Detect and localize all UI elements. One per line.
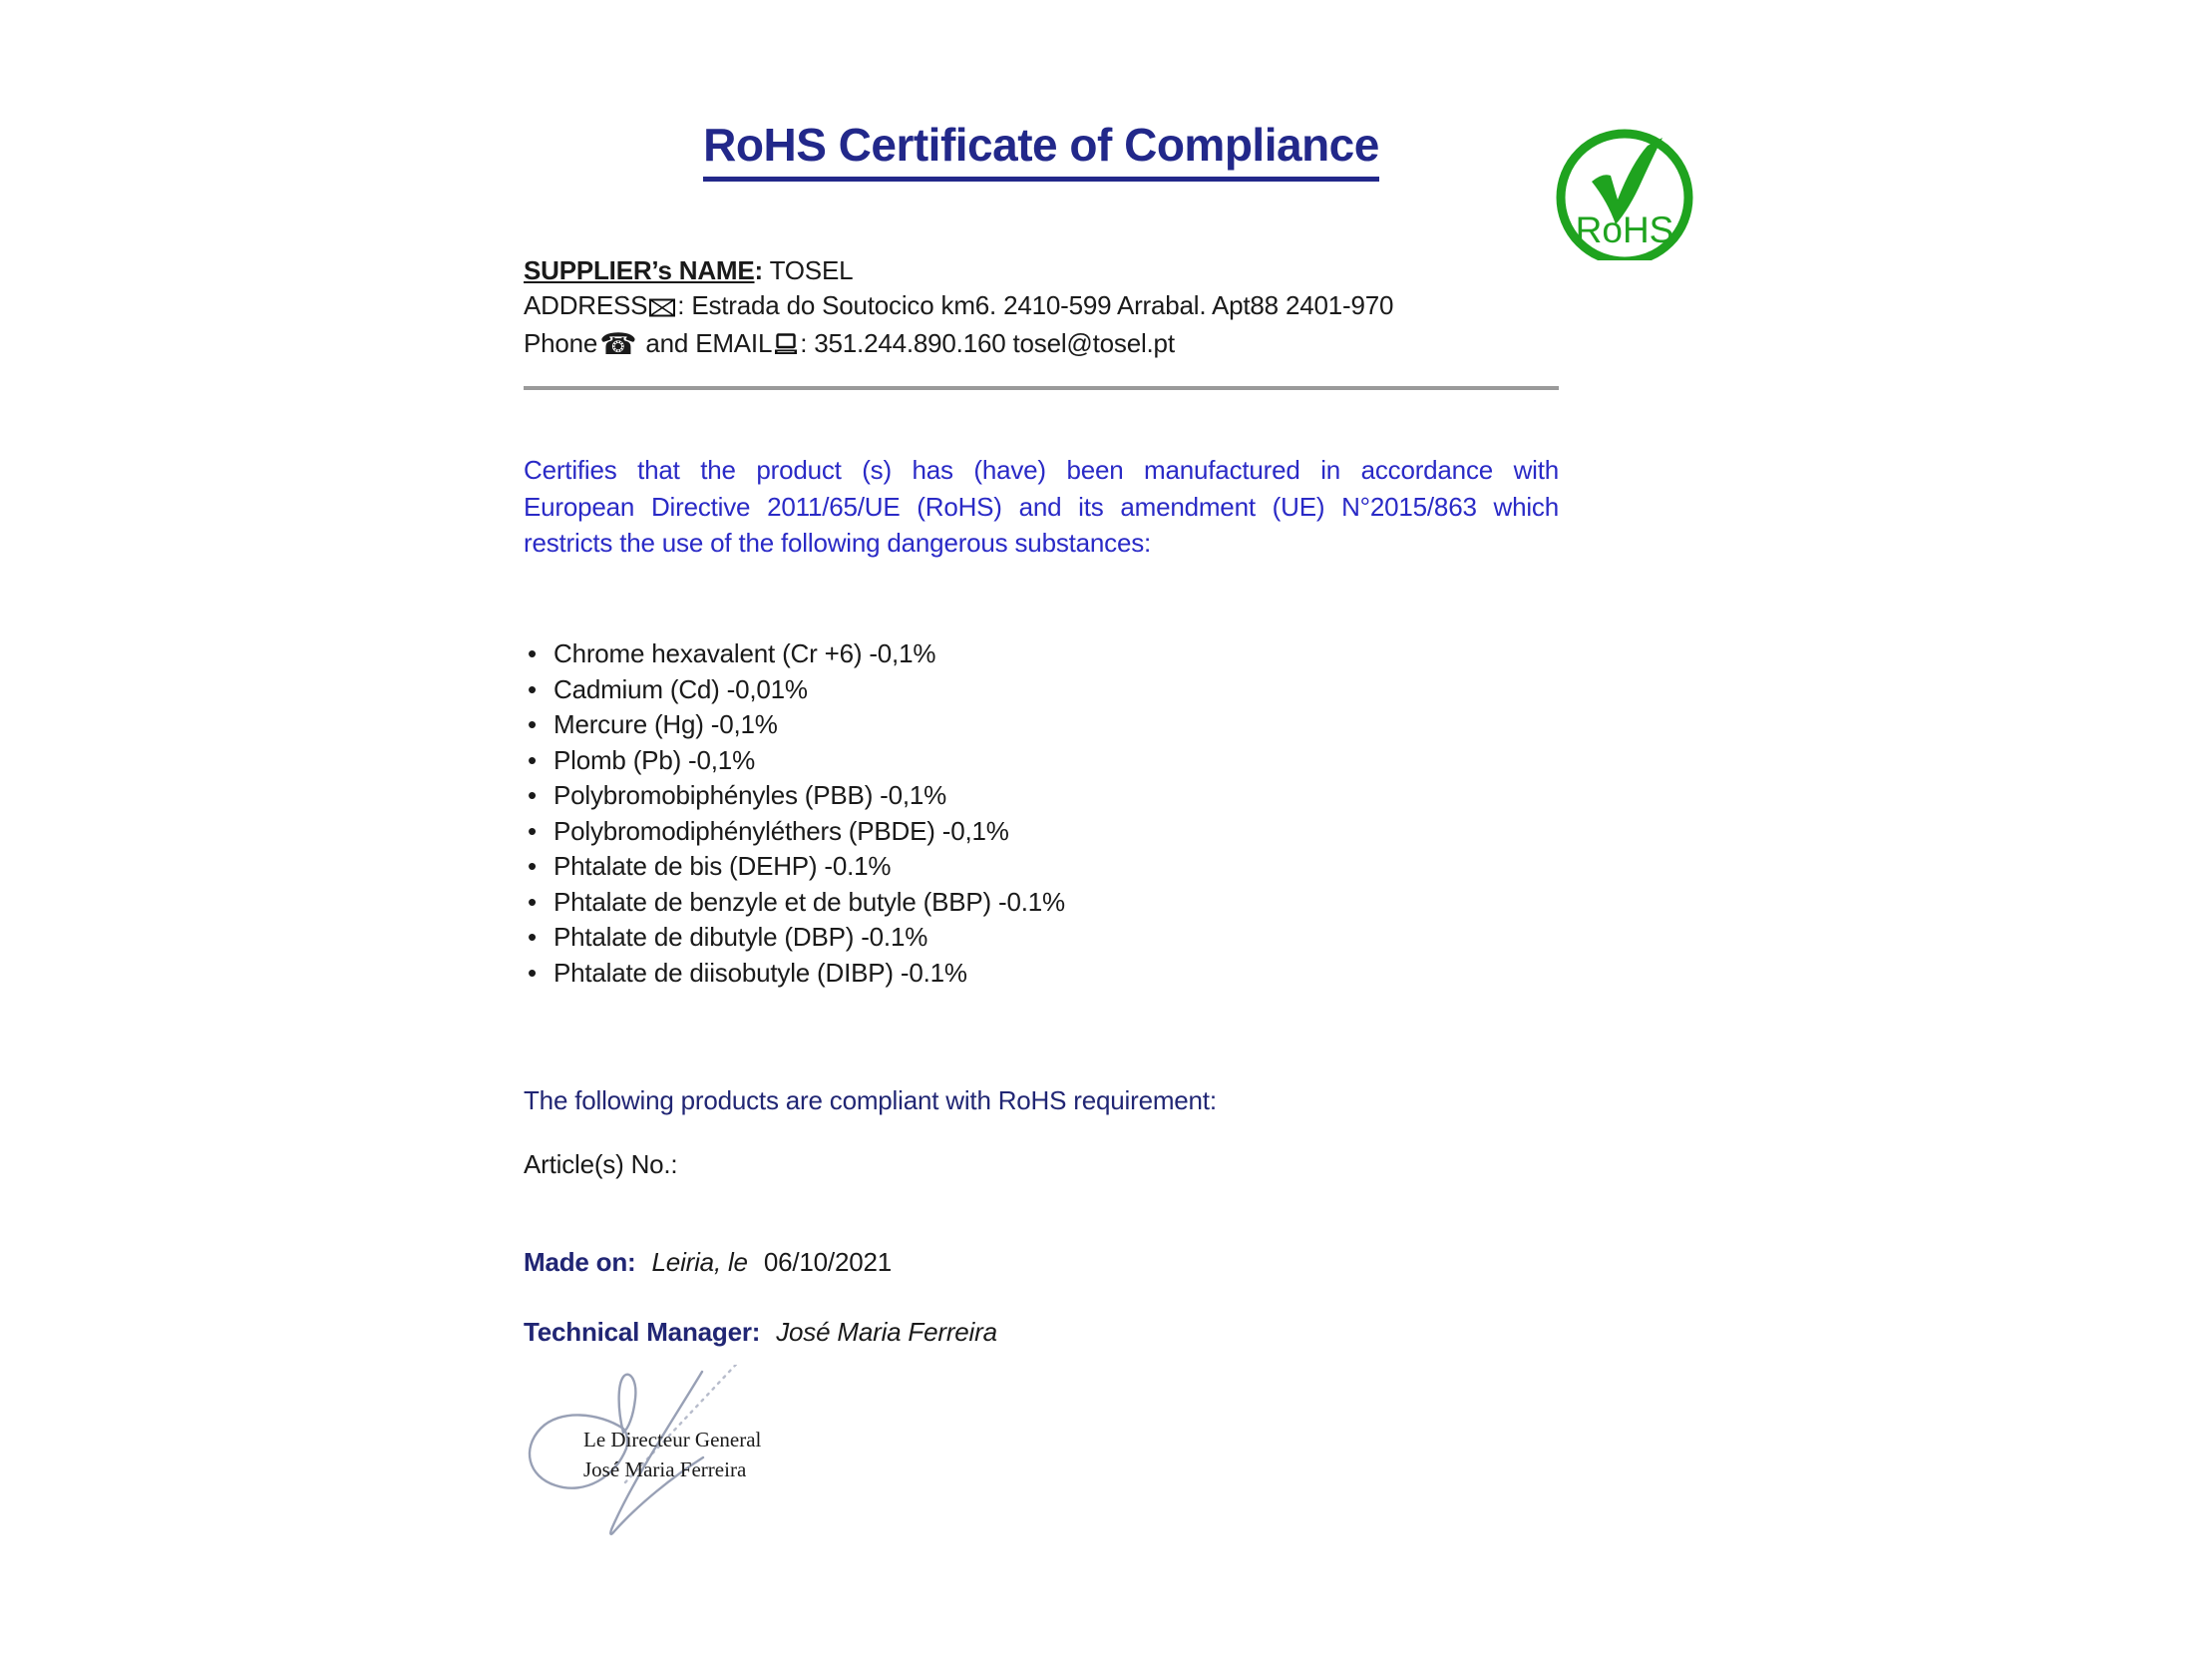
supplier-name-label: SUPPLIER’s NAME xyxy=(524,255,755,285)
compliance-statement: The following products are compliant with RoHS requirement: xyxy=(524,1085,1217,1115)
envelope-icon xyxy=(649,291,675,326)
technical-manager-line xyxy=(524,1317,997,1348)
certification-line-3: restricts the use of the following dangerous substances: xyxy=(524,528,1152,558)
substance-item: • Chrome hexavalent (Cr +6) -0,1% xyxy=(526,636,1423,672)
certification-line-1: Certifies that the product (s) has (have) been manufactured in accordance with xyxy=(524,455,1559,485)
supplier-address-line xyxy=(524,288,1621,326)
substance-item: • Polybromodiphényléthers (PBDE) -0,1% xyxy=(526,814,1423,850)
substances-list xyxy=(526,636,1423,991)
substance-item: • Mercure (Hg) -0,1% xyxy=(526,707,1423,743)
and-email-label: and EMAIL xyxy=(645,328,773,358)
certification-paragraph xyxy=(524,452,1559,562)
substance-item: • Phtalate de dibutyle (DBP) -0.1% xyxy=(526,920,1423,956)
supplier-name-colon: : xyxy=(754,255,763,285)
supplier-contact-line xyxy=(524,326,1621,364)
title-wrap xyxy=(524,118,1559,182)
technical-manager-name: José Maria Ferreira xyxy=(776,1317,997,1347)
made-on-line xyxy=(524,1247,892,1278)
divider-rule xyxy=(524,386,1559,390)
computer-icon xyxy=(774,329,798,364)
substance-item: • Phtalate de bis (DEHP) -0.1% xyxy=(526,849,1423,885)
supplier-block xyxy=(524,253,1621,364)
rohs-logo-graphic xyxy=(1548,96,1707,260)
made-on-place: Leiria, le xyxy=(651,1247,748,1277)
substance-item: • Phtalate de benzyle et de butyle (BBP) -0.1% xyxy=(526,885,1423,921)
substance-item: • Plomb (Pb) -0,1% xyxy=(526,743,1423,779)
substance-item: • Cadmium (Cd) -0,01% xyxy=(526,672,1423,708)
supplier-name-value: TOSEL xyxy=(769,255,854,285)
contact-value: : 351.244.890.160 tosel@tosel.pt xyxy=(800,328,1175,358)
certification-line-2: European Directive 2011/65/UE (RoHS) and its amendment (UE) N°2015/863 which xyxy=(524,491,1559,522)
articles-label: Article(s) No.: xyxy=(524,1149,678,1179)
address-value: : Estrada do Soutocico km6. 2410-599 Arrabal. Apt88 2401-970 xyxy=(677,290,1394,320)
signature-strokes xyxy=(514,1365,932,1659)
supplier-name-line xyxy=(524,253,1621,288)
signature-title-line: Le Directeur General xyxy=(583,1428,762,1452)
address-label: ADDRESS xyxy=(524,290,648,320)
signature-block xyxy=(514,1365,932,1659)
signature-name-line: José Maria Ferreira xyxy=(583,1457,747,1481)
substance-item: • Phtalate de diisobutyle (DIBP) -0.1% xyxy=(526,956,1423,992)
signature-text xyxy=(583,1425,761,1484)
logo-text: RoHS xyxy=(1575,209,1674,250)
made-on-date: 06/10/2021 xyxy=(763,1247,892,1277)
substance-item: • Polybromobiphényles (PBB) -0,1% xyxy=(526,778,1423,814)
page-title: RoHS Certificate of Compliance xyxy=(703,118,1379,182)
made-on-label: Made on: xyxy=(524,1247,636,1277)
phone-label: Phone xyxy=(524,328,598,358)
technical-manager-label: Technical Manager: xyxy=(524,1317,761,1347)
rohs-logo xyxy=(1548,96,1707,260)
phone-icon: ☎ xyxy=(599,328,637,361)
